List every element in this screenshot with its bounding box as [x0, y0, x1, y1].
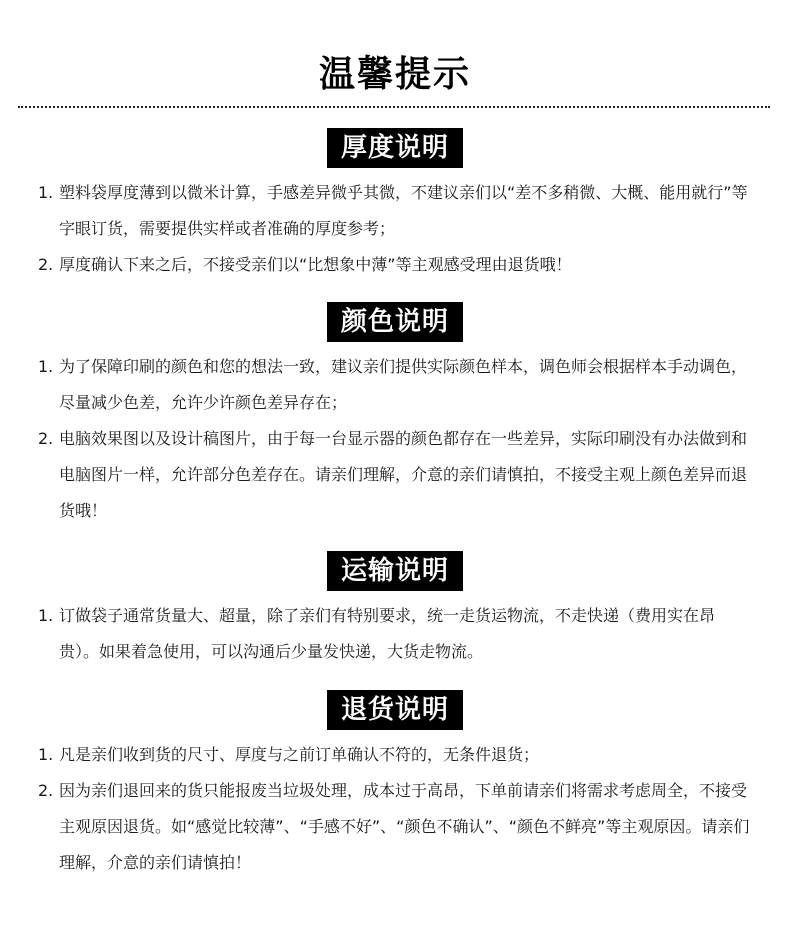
item-number: 1.	[38, 745, 54, 764]
thickness-list	[0, 175, 790, 283]
section-header	[0, 690, 790, 730]
page-title: 温馨提示	[318, 54, 471, 95]
section-color	[0, 302, 790, 520]
list-item	[0, 598, 790, 670]
section-heading-shipping: 运输说明	[327, 551, 463, 591]
section-heading-return: 退货说明	[327, 690, 463, 730]
item-number: 2.	[38, 781, 54, 800]
item-text: 为了保障印刷的颜色和您的想法一致，建议亲们提供实际颜色样本，调色师会根据样本手动调色，尽量减少色差，允许少许颜色差异存在；	[59, 357, 748, 412]
shipping-list	[0, 598, 790, 670]
section-heading-thickness: 厚度说明	[327, 128, 463, 168]
item-text: 电脑效果图以及设计稿图片，由于每一台显示器的颜色都存在一些差异，实际印刷没有办法做到和电脑图片一样，允许部分色差存在。请亲们理解，介意的亲们请慎拍，不接受主观上颜色差异而退货哦！	[59, 429, 748, 520]
item-number: 2.	[38, 429, 54, 448]
list-item	[0, 175, 790, 247]
section-thickness	[0, 128, 790, 274]
list-item	[0, 773, 790, 881]
item-number: 1.	[38, 357, 54, 376]
list-item	[0, 349, 790, 421]
section-header	[0, 551, 790, 591]
item-text: 订做袋子通常货量大、超量，除了亲们有特别要求，统一走货运物流，不走快递（费用实在昂贵）。如果着急使用，可以沟通后少量发快递，大货走物流。	[59, 606, 716, 661]
section-heading-color: 颜色说明	[327, 302, 463, 342]
title-divider	[18, 106, 770, 108]
item-text: 厚度确认下来之后，不接受亲们以“比想象中薄”等主观感受理由退货哦！	[59, 255, 572, 274]
item-text: 因为亲们退回来的货只能报废当垃圾处理，成本过于高昂，下单前请亲们将需求考虑周全，不接受主观原因退货。如“感觉比较薄”、“手感不好”、“颜色不确认”、“颜色不鲜亮”等主观原因。请亲们理解，介意的亲们请慎拍！	[59, 781, 750, 872]
color-list	[0, 349, 790, 529]
section-shipping	[0, 551, 790, 661]
section-header	[0, 128, 790, 168]
list-item	[0, 247, 790, 283]
section-return	[0, 690, 790, 872]
section-header	[0, 302, 790, 342]
return-list	[0, 737, 790, 881]
item-number: 1.	[38, 606, 54, 625]
list-item	[0, 737, 790, 773]
item-text: 凡是亲们收到货的尺寸、厚度与之前订单确认不符的，无条件退货；	[59, 745, 540, 764]
item-text: 塑料袋厚度薄到以微米计算，手感差异微乎其微，不建议亲们以“差不多稍微、大概、能用就行”等字眼订货，需要提供实样或者准确的厚度参考；	[59, 183, 748, 238]
item-number: 2.	[38, 255, 54, 274]
list-item	[0, 421, 790, 529]
item-number: 1.	[38, 183, 54, 202]
